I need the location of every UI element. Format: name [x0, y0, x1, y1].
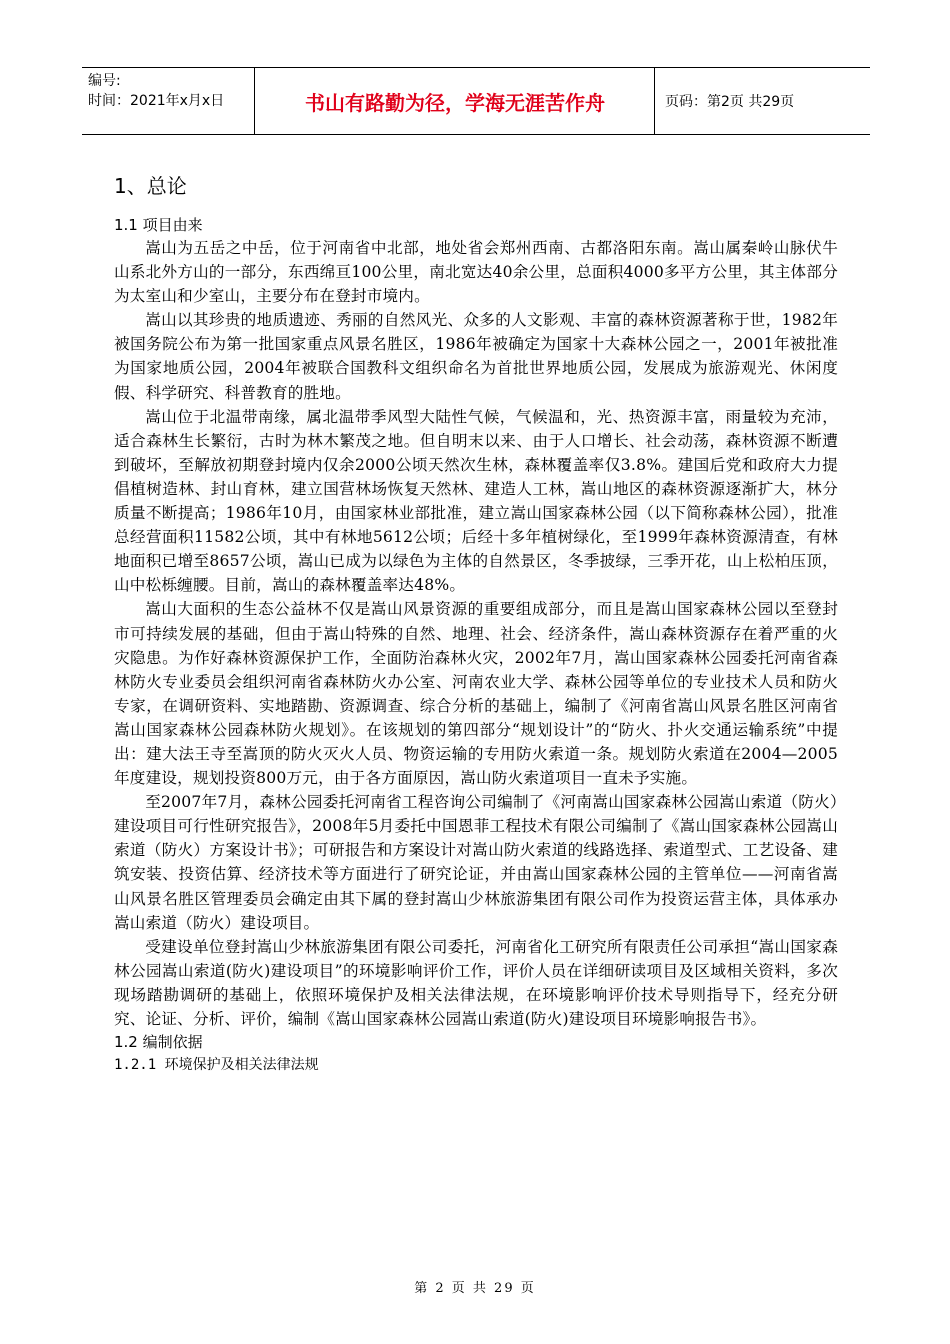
subsection-title-1-2: 1.2 编制依据 [114, 1033, 203, 1052]
header-table [82, 67, 870, 135]
header-page-info: 页码：第2页 共29页 [665, 94, 795, 110]
paragraph: 受建设单位登封嵩山少林旅游集团有限公司委托，河南省化工研究所有限责任公司承担“嵩山国家森林公园嵩山索道(防火)建设项目”的环境影响评价工作，评价人员在详细研读项目及区域相关资料，多次现场踏勘调研的基础上，依照环境保护及相关法律法规，在环境影响评价技术导则指导下，经充分研究、论证、分析、评价，编制《嵩山国家森林公园嵩山索道(防火)建设项目环境影响报告书》。 [114, 937, 838, 1028]
page-footer: 第 2 页 共 29 页 [414, 1281, 536, 1296]
section-title: 1、总论 [114, 174, 187, 198]
subsection-title-1-1: 1.1 项目由来 [114, 216, 203, 234]
paragraph: 至2007年7月，森林公园委托河南省工程咨询公司编制了《河南嵩山国家森林公园嵩山索道（防火）建设项目可行性研究报告》，2008年5月委托中国恩菲工程技术有限公司编制了《嵩山国家森林公园嵩山索道（防火）方案设计书》；可研报告和方案设计对嵩山防火索道的线路选择、索道型式、工艺设备、建筑安装、投资估算、经济技术等方面进行了研究论证，并由嵩山国家森林公园的主管单位——河南省嵩山风景名胜区管理委员会确定由其下属的登封嵩山少林旅游集团有限公司作为投资运营主体，具体承办嵩山索道（防火）建设项目。 [114, 793, 838, 932]
subsection-title-1-2-1: 1.2.1 环境保护及相关法律法规 [114, 1057, 319, 1074]
header-slogan: 书山有路勤为径，学海无涯苦作舟 [256, 68, 655, 134]
header-meta [82, 68, 255, 134]
document-body [114, 168, 838, 1077]
paragraph: 嵩山位于北温带南缘，属北温带季风型大陆性气候，气候温和，光、热资源丰富，雨量较为充沛，适合森林生长繁衍，古时为林木繁茂之地。但自明末以来、由于人口增长、社会动荡，森林资源不断遭到破坏，至解放初期登封境内仅余2000公顷天然次生林，森林覆盖率仅3.8%。建国后党和政府大力提倡植树造林、封山育林，建立国营林场恢复天然林、建造人工林，嵩山地区的森林资源逐渐扩大，林分质量不断提高；1986年10月，由国家林业部批准，建立嵩山国家森林公园（以下简称森林公园），批准总经营面积11582公顷，其中有林地5612公顷；后经十多年植树绿化，至1999年森林资源清查，有林地面积已增至8657公顷，嵩山已成为以绿色为主体的自然景区，冬季披绿，三季开花，山上松柏压顶，山中松栎缠腰。目前，嵩山的森林覆盖率达48%。 [114, 407, 838, 595]
document-number-label: 编号: [88, 73, 121, 89]
paragraph: 嵩山以其珍贵的地质遗迹、秀丽的自然风光、众多的人文影观、丰富的森林资源著称于世，1982年被国务院公布为第一批国家重点风景名胜区，1986年被确定为国家十大森林公园之一，2001年被批准为国家地质公园，2004年被联合国教科文组织命名为首批世界地质公园，发展成为旅游观光、休闲度假、科学研究、科普教育的胜地。 [114, 311, 838, 402]
paragraph: 嵩山大面积的生态公益林不仅是嵩山风景资源的重要组成部分，而且是嵩山国家森林公园以至登封市可持续发展的基础，但由于嵩山特殊的自然、地理、社会、经济条件，嵩山森林资源存在着严重的火灾隐患。为作好森林资源保护工作，全面防治森林火灾，2002年7月，嵩山国家森林公园委托河南省森林防火专业委员会组织河南省森林防火办公室、河南农业大学、森林公园等单位的专业技术人员和防火专家，在调研资料、实地踏勘、资源调查、综合分析的基础上，编制了《河南省嵩山风景名胜区河南省嵩山国家森林公园森林防火规划》。在该规划的第四部分“规划设计”的“防火、扑火交通运输系统”中提出：建大法王寺至嵩顶的防火灭火人员、物资运输的专用防火索道一条。规划防火索道在2004—2005年度建设，规划投资800万元，由于各方面原因，嵩山防火索道项目一直未予实施。 [114, 600, 838, 788]
document-time-label: 时间：2021年x月x日 [88, 93, 225, 109]
paragraph: 嵩山为五岳之中岳，位于河南省中北部，地处省会郑州西南、古都洛阳东南。嵩山属秦岭山脉伏牛山系北外方山的一部分，东西绵亘100公里，南北宽达40余公里，总面积4000多平方公里，其主体部分为太室山和少室山，主要分布在登封市境内。 [114, 239, 838, 306]
